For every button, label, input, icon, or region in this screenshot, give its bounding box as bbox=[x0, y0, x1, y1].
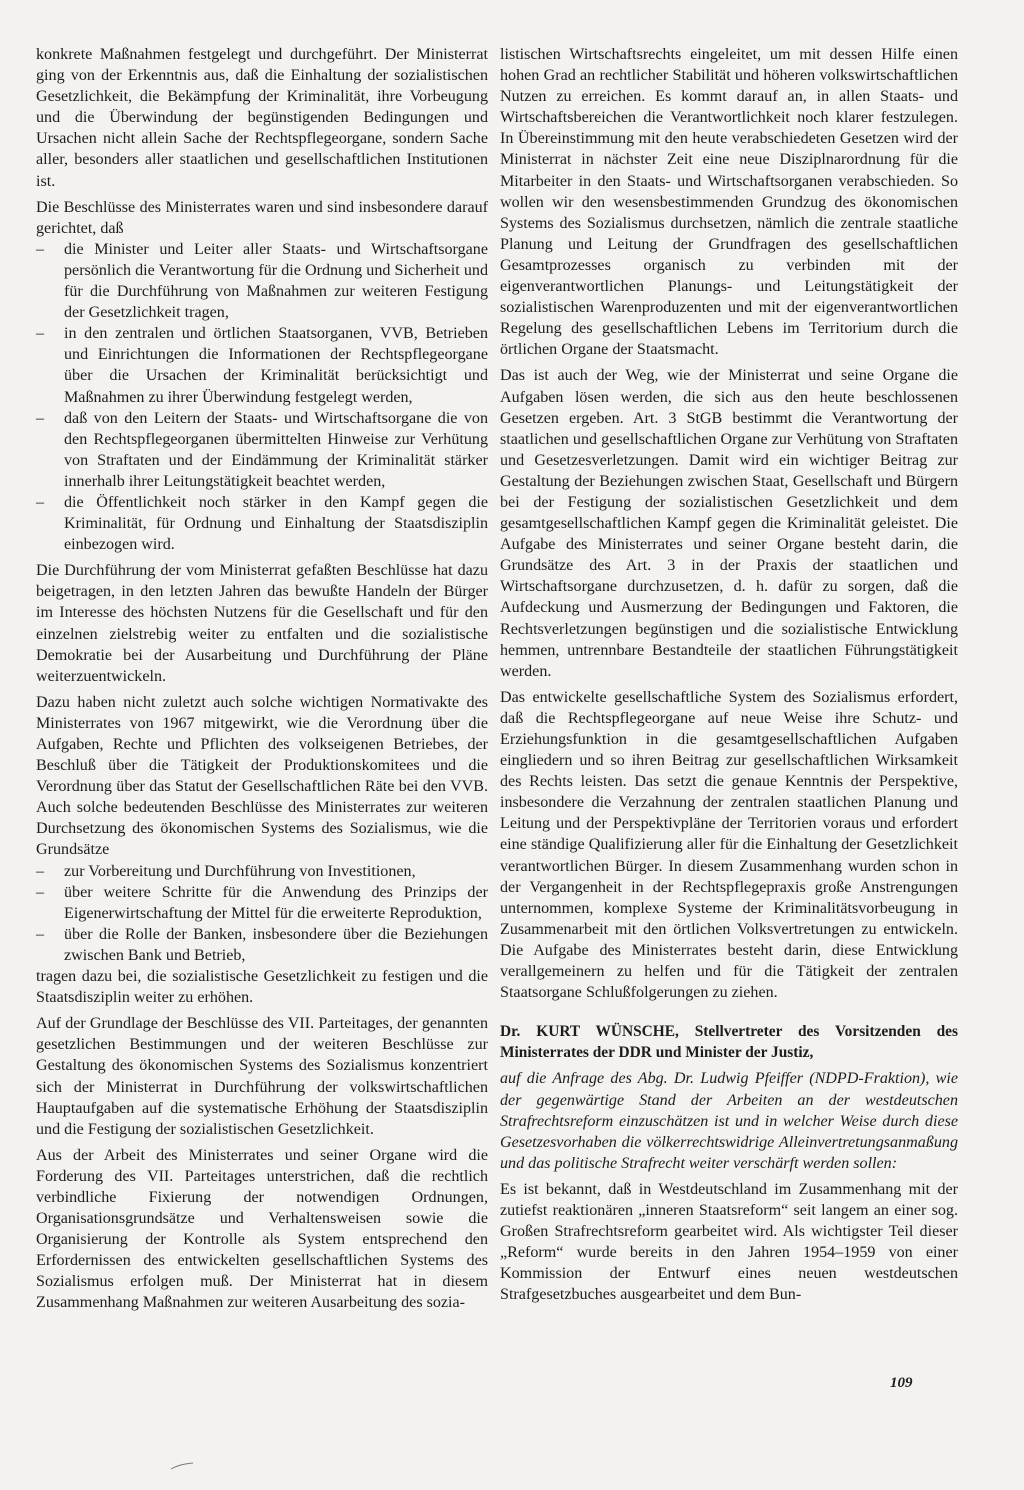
page-number: 109 bbox=[890, 1375, 913, 1391]
dash-marker: – bbox=[36, 409, 45, 427]
list-item: – die Minister und Leiter aller Staats- und Wirtschaftsorgane persönlich die Verantwortung für die Ordnung und Sicherheit und für die Durchführung von Maßnahmen zur weiteren Festigung der Gesetzlichkeit tragen, bbox=[36, 240, 488, 322]
paragraph: Es ist bekannt, daß in Westdeutschland im Zusammenhang mit der zutiefst reaktionären „inneren Staatsreform“ seit langem an einer sog. Großen Strafrechtsreform gearbeitet wird. Als wichtigster Teil dieser „Reform“ wurde bereits in den Jahren 1954–1959 von einer Kommission der Entwurf eines neuen westdeutschen Strafgesetzbuches ausgearbeitet und dem Bun- bbox=[500, 1180, 958, 1304]
paragraph: Die Beschlüsse des Ministerrates waren und sind insbesondere darauf gerichtet, daß bbox=[36, 198, 488, 237]
list-item: – über weitere Schritte für die Anwendung des Prinzips der Eigenerwirtschaftung der Mittel für die erweiterte Reproduktion, bbox=[36, 883, 488, 922]
paragraph: konkrete Maßnahmen festgelegt und durchgeführt. Der Ministerrat ging von der Erkenntnis aus, daß die Einhaltung der sozialistischen Gesetzlichkeit, die Bekämpfung der Kriminalität, ihre Vorbeugung und die Überwindung der begünstigenden Bedingungen und Ursachen nicht allein Sache der Rechtspflegeorgane, sondern Sache aller, besonders aller staatlichen und gesellschaftlichen Institutionen ist. bbox=[36, 46, 488, 190]
paragraph: listischen Wirtschaftsrechts eingeleitet, um mit dessen Hilfe einen hohen Grad an rechtlicher Stabilität und höheren volkswirtschaftlichen Nutzen zu erreichen. Es kommt darauf an, in allen Staats- und Wirtschaftsbereichen die Verantwortlichkeit noch klarer festzulegen. In Übereinstimmung mit den heute verabschiedeten Gesetzen wird der Ministerrat in nächster Zeit eine neue Disziplnarordnung für die Mitarbeiter in den Staats- und Wirtschaftsorganen verabschieden. So wollen wir den wesensbestimmenden Grundzug des ökonomischen Systems des Sozialismus durchsetzen, nämlich die zentrale staatliche Planung und Leitung der Grundfragen des gesellschaftlichen Gesamtprozesses organisch zu verbinden mit der eigenverantwortlichen Planungs- und Leitungstätigkeit der sozialistischen Warenproduzenten und mit der eigenverantwortlichen Regelung des gesellschaftlichen Lebens im Territorium durch die örtlichen Organe der Staatsmacht. bbox=[500, 46, 958, 359]
dash-marker: – bbox=[36, 862, 45, 880]
list-item: – daß von den Leitern der Staats- und Wirtschaftsorgane die von den Rechtspflegeorganen übermittelten Hinweise zur Verhütung von Straftaten und der Eindämmung der Kriminalität stärker innerhalb ihrer Leitungstätigkeit beachtet werden, bbox=[36, 409, 488, 490]
paragraph: Das ist auch der Weg, wie der Ministerrat und seine Organe die Aufgaben lösen werden, die sich aus den heute beschlossenen Gesetzen ergeben. Art. 3 StGB bestimmt die Verantwortung der staatlichen und gesellschaftlichen Organe zur Verhütung von Straftaten und Gesetzesverletzungen. Damit wird ein wichtiger Beitrag zur Gestaltung der Beziehungen zwischen Staat, Gesellschaft und Bürgern bei der Festigung der sozialistischen Gesetzlichkeit und dem gesamtgesellschaftlichen Kampf gegen die Kriminalität geleistet. Die Aufgabe des Ministerrates und seiner Organe besteht darin, die Grundsätze des Art. 3 in der Praxis der staatlichen und Wirtschaftsorgane durchzusetzen, d. h. dafür zu sorgen, daß die Aufdeckung und Ausmerzung der Bedingungen und Faktoren, die Rechtsverletzungen begünstigen und die sozialistische Entwicklung hemmen, untrennbare Bestandteile der staatlichen Führungstätigkeit werden. bbox=[500, 367, 958, 680]
list-item: – die Öffentlichkeit noch stärker in den Kampf gegen die Kriminalität, für Ordnung und Einhaltung der Staatsdisziplin einbezogen wird. bbox=[36, 493, 488, 554]
bullet-list bbox=[36, 239, 488, 555]
dash-marker: – bbox=[36, 883, 45, 901]
paragraph: Auf der Grundlage der Beschlüsse des VII. Parteitages, der genannten gesetzlichen Bestimmungen und der weiteren Beschlüsse zur Gestaltung des ökonomischen Systems des Sozialismus konzentriert sich der Ministerrat in Durchführung der volkswirtschaftlichen Hauptaufgaben auf die systematische Erhöhung der Staatsdisziplin und die Festigung der sozialistischen Gesetzlichkeit. bbox=[36, 1015, 488, 1138]
speaker-heading: Dr. KURT WÜNSCHE, Stellvertreter des Vorsitzenden des Ministerrates der DDR und Minister der Justiz, bbox=[500, 1023, 958, 1062]
left-column bbox=[36, 44, 488, 1319]
paragraph: Dazu haben nicht zuletzt auch solche wichtigen Normativakte des Ministerrates von 1967 mitgewirkt, wie die Verordnung über die Aufgaben, Rechte und Pflichten des volkseigenen Betriebes, der Beschluß über die Tätigkeit der Produktionskomitees und die Verordnung über das Statut der Gesellschaftlichen Räte bei den VVB. Auch solche bedeutenden Beschlüsse des Ministerrates zur weiteren Durchsetzung des ökonomischen Systems des Sozialismus, wie die Grundsätze bbox=[36, 693, 488, 859]
question-italic: auf die Anfrage des Abg. Dr. Ludwig Pfeiffer (NDPD-Fraktion), wie der gegenwärtige Stand der Arbeiten an der westdeutschen Strafrechtsreform einzuschätzen ist und in welcher Weise durch diese Gesetzesvorhaben die völkerrechtswidrige Alleinvertretungsanmaßung und das politische Strafrecht weiter verschärft werden sollen: bbox=[500, 1070, 958, 1172]
paragraph: Aus der Arbeit des Ministerrates und seiner Organe wird die Forderung des VII. Parteitages unterstrichen, daß die rechtlich verbindliche Fixierung der notwendigen Ordnungen, Organisationsgrundsätze und Verhaltensweisen sowie die Organisierung der Kontrolle als System entsprechend den Erfordernissen des entwickelten gesellschaftlichen Systems des Sozialismus erfolgen muß. Der Ministerrat hat in diesem Zusammenhang Maßnahmen zur weiteren Ausarbeitung des sozia- bbox=[36, 1146, 488, 1312]
dash-marker: – bbox=[36, 240, 45, 258]
bullet-list bbox=[36, 861, 488, 966]
dash-marker: – bbox=[36, 493, 45, 511]
dash-marker: – bbox=[36, 925, 45, 943]
paragraph: Die Durchführung der vom Ministerrat gefaßten Beschlüsse hat dazu beigetragen, in den letzten Jahren das bewußte Handeln der Bürger im Interesse des höchsten Nutzens für die Gesellschaft und für den einzelnen zielstrebig weiter zu entfalten und die sozialistische Demokratie bei der Ausarbeitung und Durchführung der Pläne weiterzuentwickeln. bbox=[36, 562, 488, 685]
paragraph: Das entwickelte gesellschaftliche System des Sozialismus erfordert, daß die Rechtspflegeorgane auf neue Weise ihre Schutz- und Erziehungsfunktion in die gesamtgesellschaftlichen Aufgaben eingliedern und so ihren Beitrag zur gesellschaftlichen Wirksamkeit des Rechts leisten. Das setzt die genaue Kenntnis der Perspektive, insbesondere die Verzahnung der zentralen staatlichen Planung und Leitung und der Perspektivpläne der Territorien voraus und erfordert eine ständige Qualifizierung aller für die Einhaltung der Gesetzlichkeit verantwortlichen Bürger. In diesem Zusammenhang wurden schon in der Vergangenheit in der Rechtspflegepraxis große Anstrengungen unternommen, komplexe Systeme der Kriminalitätsvorbeugung in Zusammenarbeit mit den örtlichen Volksvertretungen zu entwickeln. Die Aufgabe des Ministerrates besteht darin, diese Entwicklung verallgemeinern zu helfen und für die Tätigkeit der zentralen Staatsorgane Schlußfolgerungen zu ziehen. bbox=[500, 688, 958, 1002]
list-item: – über die Rolle der Banken, insbesondere über die Beziehungen zwischen Bank und Betrieb, bbox=[36, 925, 488, 964]
list-item: – zur Vorbereitung und Durchführung von Investitionen, bbox=[36, 861, 488, 882]
dash-marker: – bbox=[36, 325, 45, 343]
pen-mark-icon bbox=[170, 1462, 194, 1471]
right-column bbox=[500, 44, 958, 1310]
paragraph: tragen dazu bei, die sozialistische Gesetzlichkeit zu festigen und die Staatsdisziplin weiter zu erhöhen. bbox=[36, 968, 488, 1007]
list-item: – in den zentralen und örtlichen Staatsorganen, VVB, Betrieben und Einrichtungen die Informationen der Rechtspflegeorgane über die Ursachen der Kriminalität berücksichtigt und Maßnahmen zu ihrer Überwindung festgelegt werden, bbox=[36, 325, 488, 406]
